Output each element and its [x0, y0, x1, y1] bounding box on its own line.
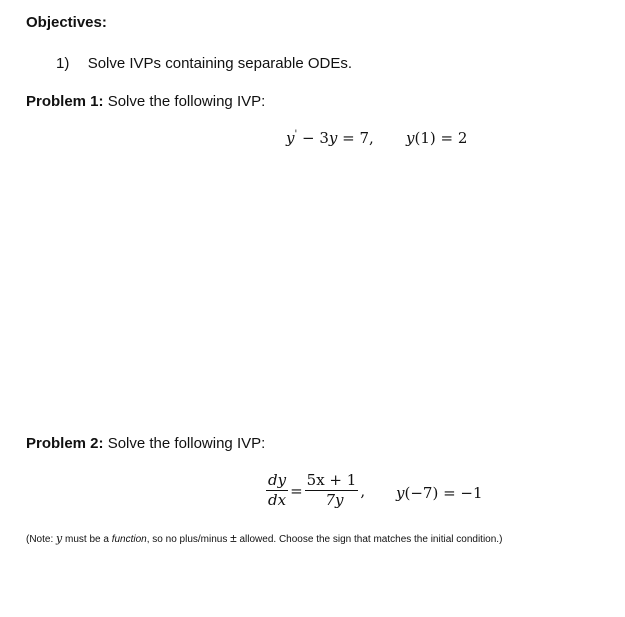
eq2-rhs-num: 5x + 1 [306, 471, 357, 489]
problem2-note [26, 531, 502, 545]
objectives-heading: Objectives: [26, 14, 107, 31]
problem2-initial-condition [396, 484, 483, 502]
eq1-prime: ' [294, 129, 298, 140]
eq1-rhs: = 7, [337, 129, 374, 147]
ic1-y: y [406, 129, 415, 147]
eq2-lhs-fraction [266, 472, 288, 509]
eq2-rhs-fraction [305, 472, 359, 509]
note-y: y [56, 532, 63, 545]
eq1-y: y [286, 129, 295, 147]
problem1-heading [26, 93, 265, 110]
eq2-equals: = [290, 481, 303, 500]
problem2-heading [26, 435, 265, 452]
note-part1: (Note: [26, 534, 57, 545]
objective-item [56, 55, 352, 72]
objective-number: 1) [56, 55, 70, 72]
problem2-instruction: Solve the following IVP: [107, 435, 266, 452]
objective-text: Solve IVPs containing separable ODEs. [87, 55, 352, 72]
note-part3: , so no plus/minus [146, 534, 231, 545]
eq1-y2: y [328, 129, 338, 147]
eq2-lhs-num: dy [268, 471, 287, 489]
eq2-comma: , [360, 481, 366, 500]
problem1-label: Problem 1: [26, 93, 104, 110]
problem1-initial-condition [406, 129, 467, 147]
problem1-instruction: Solve the following IVP: [107, 93, 266, 110]
ic2-y: y [396, 484, 405, 502]
ic1-rest: (1) = 2 [414, 129, 468, 147]
note-pm: ± [230, 531, 237, 545]
eq2-lhs-den: dx [268, 491, 287, 509]
note-part2: must be a [62, 534, 112, 545]
eq1-minus-3: − 3 [297, 129, 329, 147]
eq2-rhs-den: 7y [325, 491, 344, 509]
problem2-label: Problem 2: [26, 435, 104, 452]
problem1-equation [286, 129, 374, 147]
ic2-rest: (−7) = −1 [404, 484, 483, 502]
note-part4: allowed. Choose the sign that matches the initial condition.) [236, 534, 503, 545]
note-function-word: function [111, 534, 147, 545]
problem2-equation [266, 472, 365, 509]
